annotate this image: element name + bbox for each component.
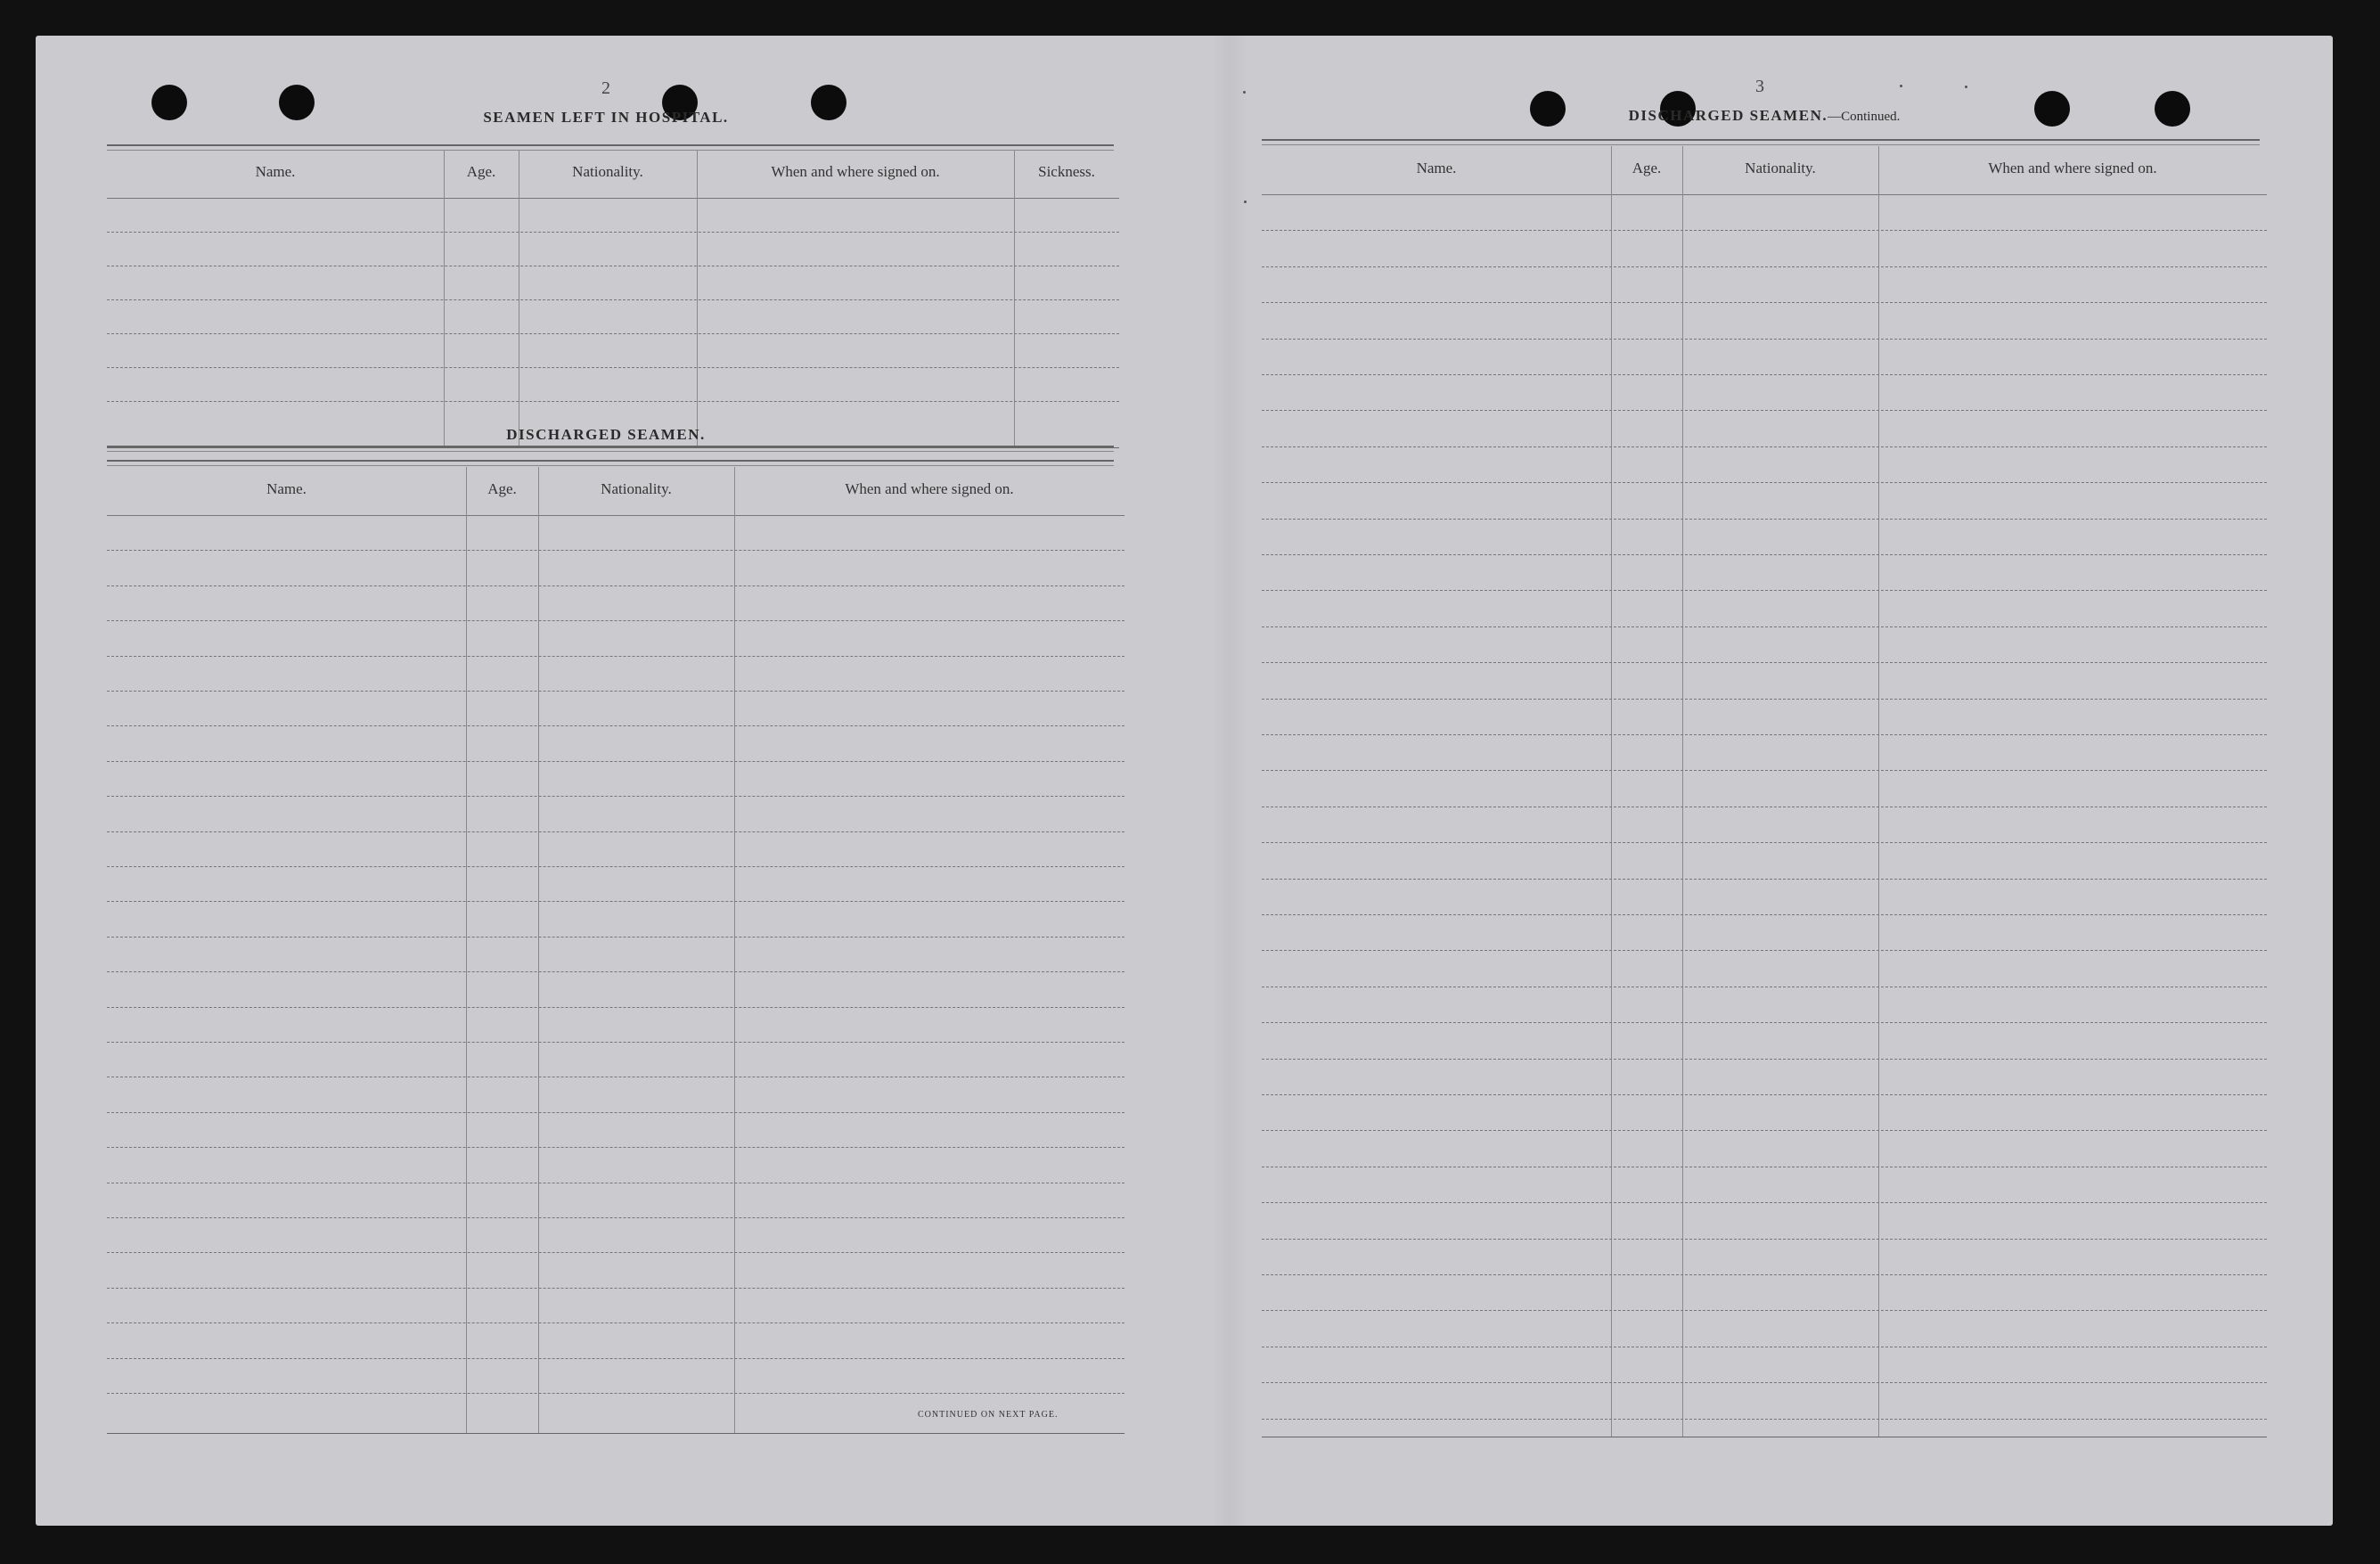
table-row [1262, 842, 2267, 843]
table-row [1262, 1130, 2267, 1131]
column-header-age: Age. [466, 163, 496, 180]
column-header-when-and-where-signed-on: When and where signed on. [771, 163, 940, 180]
header-underline [107, 198, 1119, 199]
table-row [1262, 230, 2267, 231]
table-row [1262, 410, 2267, 411]
table-row [107, 585, 1125, 586]
table-row [1262, 950, 2267, 951]
table-row [107, 401, 1119, 402]
column-header-name: Name. [1416, 160, 1457, 176]
table-row [1262, 374, 2267, 375]
table-row [1262, 734, 2267, 735]
continued-suffix: —Continued. [1828, 110, 1901, 124]
column-divider [444, 150, 445, 447]
speck [1243, 91, 1246, 94]
table-row [1262, 879, 2267, 880]
table-row [107, 1358, 1125, 1359]
table-row [107, 796, 1125, 797]
table-row [107, 937, 1125, 938]
table-row [1262, 1382, 2267, 1383]
column-header-when-and-where-signed-on: When and where signed on. [845, 480, 1014, 497]
page-number: 2 [601, 78, 610, 98]
discharged-table [107, 467, 1125, 1438]
column-divider [1611, 146, 1612, 1437]
speck [1244, 201, 1247, 203]
discharged-section-title: DISCHARGED SEAMEN. [506, 426, 706, 443]
table-row [107, 299, 1119, 300]
table-row [107, 761, 1125, 762]
discharged-continued-title-main: DISCHARGED SEAMEN. [1628, 107, 1828, 124]
table-row [107, 1112, 1125, 1113]
table-row [107, 1288, 1125, 1289]
table-row [107, 1252, 1125, 1253]
column-header-nationality: Nationality. [1745, 160, 1816, 176]
table-row [1262, 1239, 2267, 1240]
header-underline [107, 515, 1125, 516]
hospital-section-title: SEAMEN LEFT IN HOSPITAL. [483, 109, 729, 126]
table-row [107, 550, 1125, 551]
table-row [1262, 699, 2267, 700]
table-row [107, 866, 1125, 867]
table-row [1262, 590, 2267, 591]
column-header-nationality: Nationality. [601, 480, 672, 497]
table-row [1262, 770, 2267, 771]
discharged-top-rule [107, 460, 1114, 466]
table-row [1262, 339, 2267, 340]
table-row [1262, 554, 2267, 555]
table-row [1262, 662, 2267, 663]
table-row [107, 1007, 1125, 1008]
continued-top-rule [1262, 139, 2260, 145]
table-row [1262, 519, 2267, 520]
table-row [1262, 626, 2267, 627]
table-row [107, 901, 1125, 902]
page-number: 3 [1755, 77, 1764, 96]
table-bottom-rule [107, 1433, 1125, 1434]
column-header-name: Name. [266, 480, 307, 497]
table-row [1262, 1202, 2267, 1203]
column-divider [1014, 150, 1015, 447]
table-row [1262, 1059, 2267, 1060]
discharged-continued-title [1568, 107, 1960, 125]
table-row [1262, 1022, 2267, 1023]
table-row [107, 1393, 1125, 1394]
table-row [107, 333, 1119, 334]
column-divider [1878, 146, 1879, 1437]
table-row [107, 232, 1119, 233]
table-row [107, 656, 1125, 657]
column-divider [1682, 146, 1683, 1437]
column-header-nationality: Nationality. [572, 163, 643, 180]
column-header-when-and-where-signed-on: When and where signed on. [1988, 160, 2157, 176]
table-row [1262, 1274, 2267, 1275]
left-page [36, 36, 1212, 1526]
table-row [107, 1147, 1125, 1148]
table-row [107, 971, 1125, 972]
page-fold [1212, 36, 1247, 1526]
column-header-age: Age. [1632, 160, 1662, 176]
continued-note: CONTINUED ON NEXT PAGE. [918, 1410, 1059, 1420]
discharged-continued-table [1262, 146, 2267, 1438]
right-page [1247, 36, 2333, 1526]
table-row [1262, 446, 2267, 447]
table-row [107, 831, 1125, 832]
table-row [107, 1042, 1125, 1043]
column-header-name: Name. [255, 163, 296, 180]
table-row [1262, 914, 2267, 915]
table-row [107, 725, 1125, 726]
column-header-sickness: Sickness. [1038, 163, 1095, 180]
hospital-table [107, 150, 1119, 449]
column-header-age: Age. [487, 480, 517, 497]
table-row [107, 1217, 1125, 1218]
table-row [107, 367, 1119, 368]
table-row [107, 1322, 1125, 1323]
header-underline [1262, 194, 2267, 195]
table-row [1262, 482, 2267, 483]
table-row [1262, 266, 2267, 267]
table-row [107, 691, 1125, 692]
table-row [1262, 1419, 2267, 1420]
table-row [107, 620, 1125, 621]
hospital-bottom-rule [107, 446, 1114, 452]
column-divider [697, 150, 698, 447]
document-sheet [36, 36, 2333, 1526]
table-row [1262, 1310, 2267, 1311]
table-row [1262, 1094, 2267, 1095]
table-row [1262, 302, 2267, 303]
